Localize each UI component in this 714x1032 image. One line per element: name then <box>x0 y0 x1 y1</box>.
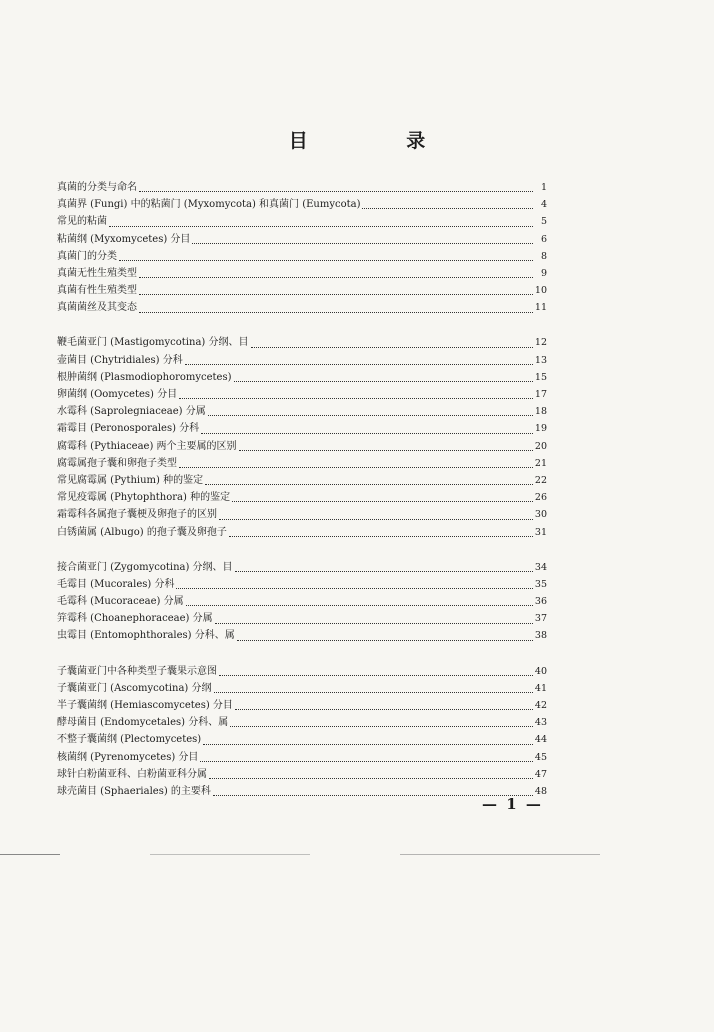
toc-entry-page: 21 <box>534 457 547 469</box>
scan-rule-mid <box>150 854 310 855</box>
toc-entry-page: 36 <box>534 596 547 608</box>
toc-entry-page: 9 <box>540 267 547 279</box>
toc-entry-title: 毛霉科 (Mucoraceae) 分属 <box>57 596 184 608</box>
toc-entry-page: 19 <box>534 423 547 435</box>
scan-rule-right <box>400 854 600 855</box>
toc-entry-page: 10 <box>534 285 547 297</box>
dot-leader <box>208 415 533 416</box>
dot-leader <box>179 467 533 468</box>
toc-entry <box>57 766 547 783</box>
toc-entry-page: 43 <box>534 717 547 729</box>
toc-entry-title: 腐霉属孢子囊和卵孢子类型 <box>57 457 177 469</box>
toc-entry-page: 45 <box>534 751 547 763</box>
toc-entry-title: 壶菌目 (Chytridiales) 分科 <box>57 354 183 366</box>
dot-leader <box>251 347 533 348</box>
toc-entry-title: 真菌有性生殖类型 <box>57 285 137 297</box>
dot-leader <box>230 726 533 727</box>
toc-entry-page: 34 <box>534 561 547 573</box>
toc-entry-page: 13 <box>534 354 547 366</box>
toc-section <box>57 335 547 541</box>
toc-entry-title: 霜霉科各属孢子囊梗及卵孢子的区别 <box>57 509 217 521</box>
toc-entry-title: 虫霉目 (Entomophthorales) 分科、属 <box>57 630 235 642</box>
toc-entry-page: 38 <box>534 630 547 642</box>
toc-entry-title: 笄霉科 (Choanephoraceae) 分属 <box>57 613 213 625</box>
page-title: 目 录 <box>288 130 472 152</box>
dot-leader <box>119 260 533 261</box>
toc-entry <box>57 438 547 455</box>
dot-leader <box>219 519 533 520</box>
toc-entry-title: 酵母菌目 (Endomycetales) 分科、属 <box>57 717 229 729</box>
toc-entry-title: 卵菌纲 (Oomycetes) 分目 <box>57 389 178 401</box>
dot-leader <box>139 294 533 295</box>
toc-entry-page: 44 <box>534 734 547 746</box>
toc-entry-title: 球针白粉菌亚科、白粉菌亚科分属 <box>57 768 207 780</box>
toc-entry-title: 真菌的分类与命名 <box>57 181 137 193</box>
toc-entry <box>57 559 547 576</box>
toc-entry-page: 18 <box>534 406 547 418</box>
dot-leader <box>234 381 533 382</box>
toc-entry <box>57 231 547 248</box>
toc-entry-page: 35 <box>534 578 547 590</box>
toc-entry <box>57 335 547 352</box>
toc-entry-page: 40 <box>534 665 547 677</box>
toc-entry-title: 半子囊菌纲 (Hemiascomycetes) 分目 <box>57 700 233 712</box>
toc-entry-title: 根肿菌纲 (Plasmodiophoromycetes) <box>57 371 232 383</box>
toc-entry-title: 子囊菌亚门 (Ascomycotina) 分纲 <box>57 682 212 694</box>
dot-leader <box>179 398 533 399</box>
toc-entry-title: 水霉科 (Saprolegniaceae) 分属 <box>57 406 206 418</box>
toc-entry-title: 常见腐霉属 (Pythium) 种的鉴定 <box>57 474 204 486</box>
toc-entry <box>57 593 547 610</box>
toc-entry <box>57 369 547 386</box>
toc-entry <box>57 524 547 541</box>
toc-entry-title: 真菌界 (Fungi) 中的粘菌门 (Myxomycota) 和真菌门 (Eumycota) <box>57 199 361 211</box>
toc-entry-title: 真菌门的分类 <box>57 250 117 262</box>
toc-entry <box>57 610 547 627</box>
dot-leader <box>362 208 533 209</box>
dot-leader <box>203 744 533 745</box>
dot-leader <box>215 623 533 624</box>
toc-entry-title: 毛霉目 (Mucorales) 分科 <box>57 578 175 590</box>
toc-entry <box>57 455 547 472</box>
toc-entry-page: 41 <box>534 682 547 694</box>
toc-entry <box>57 783 547 800</box>
toc-entry <box>57 196 547 213</box>
toc-entry <box>57 352 547 369</box>
toc-entry-page: 1 <box>540 181 547 193</box>
toc-entry <box>57 248 547 265</box>
toc-entry <box>57 714 547 731</box>
dot-leader <box>237 640 533 641</box>
toc-entry <box>57 386 547 403</box>
dot-leader <box>200 761 532 762</box>
dot-leader <box>109 226 533 227</box>
toc-entry-page: 42 <box>534 700 547 712</box>
toc-entry-title: 核菌纲 (Pyrenomycetes) 分目 <box>57 751 199 763</box>
toc-entry-page: 4 <box>540 199 547 211</box>
toc-entry-page: 17 <box>534 389 547 401</box>
dot-leader <box>229 536 533 537</box>
toc-entry-page: 5 <box>540 216 547 228</box>
toc-entry-title: 真菌无性生殖类型 <box>57 267 137 279</box>
toc-entry <box>57 420 547 437</box>
toc-entry-page: 6 <box>540 233 547 245</box>
dot-leader <box>176 588 532 589</box>
dot-leader <box>209 778 533 779</box>
toc-entry-page: 15 <box>534 371 547 383</box>
toc-entry <box>57 299 547 316</box>
dot-leader <box>139 312 533 313</box>
toc-entry-title: 霜霉目 (Peronosporales) 分科 <box>57 423 200 435</box>
dot-leader <box>239 450 533 451</box>
toc-entry-title: 不整子囊菌纲 (Plectomycetes) <box>57 734 202 746</box>
toc-entry-page: 11 <box>534 302 547 314</box>
toc-entry <box>57 213 547 230</box>
toc-entry-page: 31 <box>534 526 547 538</box>
toc-entry <box>57 506 547 523</box>
dot-leader <box>201 433 533 434</box>
toc-section <box>57 663 547 801</box>
toc-entry-page: 20 <box>534 440 547 452</box>
toc-entry-title: 子囊菌亚门中各种类型子囊果示意图 <box>57 665 217 677</box>
toc-entry <box>57 489 547 506</box>
dot-leader <box>185 364 533 365</box>
toc-entry-title: 白锈菌属 (Albugo) 的孢子囊及卵孢子 <box>57 526 227 538</box>
table-of-contents <box>57 179 547 800</box>
dot-leader <box>219 675 533 676</box>
dot-leader <box>186 605 533 606</box>
toc-entry-page: 8 <box>540 250 547 262</box>
toc-entry <box>57 663 547 680</box>
toc-entry <box>57 576 547 593</box>
toc-entry-page: 48 <box>534 785 547 797</box>
scan-rule-left <box>0 854 60 855</box>
toc-entry-page: 22 <box>534 474 547 486</box>
toc-entry <box>57 680 547 697</box>
dot-leader <box>214 692 533 693</box>
toc-entry <box>57 265 547 282</box>
dot-leader <box>205 484 533 485</box>
toc-entry-title: 接合菌亚门 (Zygomycotina) 分纲、目 <box>57 561 233 573</box>
dot-leader <box>235 709 533 710</box>
toc-entry <box>57 403 547 420</box>
toc-section <box>57 559 547 645</box>
dot-leader <box>139 277 533 278</box>
toc-entry-title: 腐霉科 (Pythiaceae) 两个主要属的区别 <box>57 440 237 452</box>
page-number: — 1 — <box>482 795 543 813</box>
toc-entry-page: 26 <box>534 492 547 504</box>
toc-entry-title: 常见疫霉属 (Phytophthora) 种的鉴定 <box>57 492 231 504</box>
toc-entry-title: 常见的粘菌 <box>57 216 107 228</box>
toc-entry <box>57 628 547 645</box>
toc-entry-title: 鞭毛菌亚门 (Mastigomycotina) 分纲、目 <box>57 337 249 349</box>
toc-entry-title: 球壳菌目 (Sphaeriales) 的主要科 <box>57 785 211 797</box>
toc-entry-page: 30 <box>534 509 547 521</box>
toc-entry <box>57 731 547 748</box>
toc-entry-page: 47 <box>534 768 547 780</box>
dot-leader <box>232 501 533 502</box>
toc-entry <box>57 179 547 196</box>
toc-entry-title: 粘菌纲 (Myxomycetes) 分目 <box>57 233 191 245</box>
toc-entry-title: 真菌菌丝及其变态 <box>57 302 137 314</box>
toc-entry <box>57 282 547 299</box>
dot-leader <box>139 191 533 192</box>
toc-entry-page: 37 <box>534 613 547 625</box>
toc-entry <box>57 697 547 714</box>
toc-entry <box>57 749 547 766</box>
dot-leader <box>235 571 533 572</box>
toc-entry <box>57 472 547 489</box>
toc-entry-page: 12 <box>534 337 547 349</box>
toc-section <box>57 179 547 317</box>
dot-leader <box>192 243 533 244</box>
